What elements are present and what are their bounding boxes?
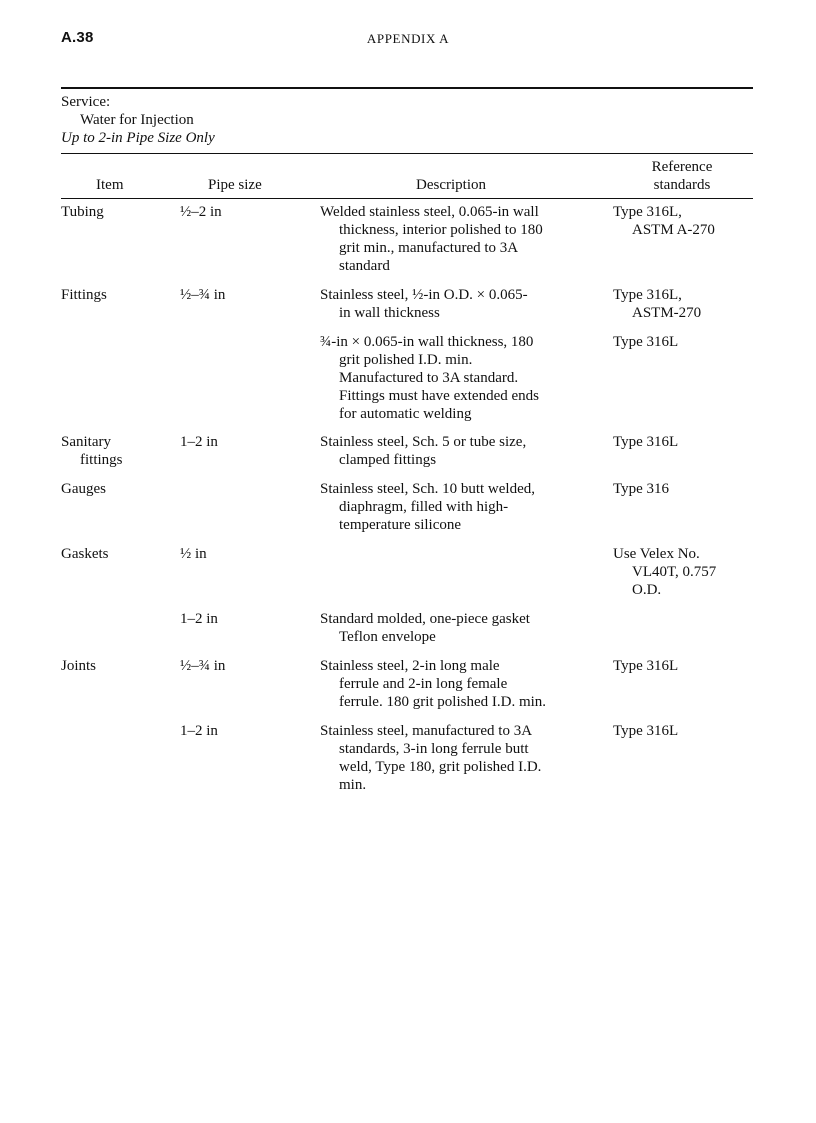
reference-cell-line: Type 316L bbox=[613, 434, 679, 450]
description-cell-line: standard bbox=[339, 258, 390, 274]
description-cell-line: Teflon envelope bbox=[339, 629, 436, 645]
service-scope: Up to 2-in Pipe Size Only bbox=[61, 130, 215, 146]
description-cell bbox=[320, 333, 539, 423]
service-name: Water for Injection bbox=[80, 112, 194, 128]
pipe-size-cell: 1–2 in bbox=[180, 611, 218, 627]
service-label: Service: bbox=[61, 94, 111, 110]
description-cell-line: grit polished I.D. min. bbox=[339, 352, 473, 368]
pipe-size-cell: ½–2 in bbox=[180, 204, 222, 220]
item-cell bbox=[61, 433, 123, 469]
column-header-pipe-size: Pipe size bbox=[208, 177, 262, 193]
column-header-reference-line1: Reference bbox=[651, 159, 713, 175]
reference-cell-line: Type 316L bbox=[613, 334, 679, 350]
description-cell-line: Stainless steel, Sch. 5 or tube size, bbox=[320, 434, 527, 450]
reference-cell-line: Use Velex No. bbox=[613, 546, 700, 562]
description-cell bbox=[320, 722, 541, 794]
reference-cell-line: Type 316L, bbox=[613, 287, 682, 303]
item-cell bbox=[61, 203, 104, 221]
description-cell-line: Manufactured to 3A standard. bbox=[339, 370, 519, 386]
pipe-size-cell: 1–2 in bbox=[180, 723, 218, 739]
description-cell-line: Stainless steel, ½-in O.D. × 0.065- bbox=[320, 287, 528, 303]
service-block bbox=[61, 93, 215, 147]
description-cell bbox=[320, 480, 535, 534]
description-cell-line: Stainless steel, 2-in long male bbox=[320, 658, 500, 674]
reference-cell bbox=[613, 433, 678, 451]
item-cell-line: Fittings bbox=[61, 287, 107, 303]
page-number: A.38 bbox=[61, 29, 94, 46]
description-cell-line: grit min., manufactured to 3A bbox=[339, 240, 519, 256]
reference-cell-line: O.D. bbox=[632, 582, 662, 598]
item-cell bbox=[61, 286, 107, 304]
reference-cell bbox=[613, 722, 678, 740]
reference-cell-line: VL40T, 0.757 bbox=[632, 564, 717, 580]
description-cell bbox=[320, 286, 528, 322]
reference-cell-line: ASTM-270 bbox=[632, 305, 702, 321]
item-cell-line: Gaskets bbox=[61, 546, 109, 562]
pipe-size-cell: ½ in bbox=[180, 546, 207, 562]
description-cell-line: Stainless steel, manufactured to 3A bbox=[320, 723, 533, 739]
pipe-size-cell: 1–2 in bbox=[180, 434, 218, 450]
top-rule bbox=[61, 87, 753, 89]
reference-cell bbox=[613, 657, 678, 675]
reference-cell bbox=[613, 480, 669, 498]
pipe-size-cell: ½–¾ in bbox=[180, 658, 226, 674]
reference-cell bbox=[613, 286, 701, 322]
table-top-rule bbox=[61, 153, 753, 154]
item-cell-line: Joints bbox=[61, 658, 97, 674]
description-cell-line: Standard molded, one-piece gasket bbox=[320, 611, 530, 627]
column-header-reference-line2: standards bbox=[653, 177, 711, 193]
description-cell-line: temperature silicone bbox=[339, 517, 462, 533]
description-cell-line: diaphragm, filled with high- bbox=[339, 499, 509, 515]
description-cell-line: Fittings must have extended ends bbox=[339, 388, 539, 404]
item-cell-line: Tubing bbox=[61, 204, 104, 220]
description-cell-line: for automatic welding bbox=[339, 406, 472, 422]
description-cell-line: in wall thickness bbox=[339, 305, 440, 321]
reference-cell bbox=[613, 333, 678, 351]
column-header-item: Item bbox=[96, 177, 124, 193]
reference-cell-line: Type 316L bbox=[613, 658, 679, 674]
column-header-description: Description bbox=[416, 177, 486, 193]
item-cell-line: Gauges bbox=[61, 481, 106, 497]
header-bottom-rule bbox=[61, 198, 753, 199]
description-cell bbox=[320, 657, 546, 711]
item-cell-line: Sanitary bbox=[61, 434, 111, 450]
item-cell bbox=[61, 480, 106, 498]
item-cell bbox=[61, 657, 96, 675]
reference-cell bbox=[613, 545, 716, 599]
description-cell-line: min. bbox=[339, 777, 367, 793]
pipe-size-cell: ½–¾ in bbox=[180, 287, 226, 303]
description-cell-line: standards, 3-in long ferrule butt bbox=[339, 741, 529, 757]
reference-cell-line: Type 316L bbox=[613, 723, 679, 739]
item-cell bbox=[61, 545, 109, 563]
reference-cell bbox=[613, 203, 715, 239]
description-cell-line: ferrule. 180 grit polished I.D. min. bbox=[339, 694, 547, 710]
running-head: APPENDIX A bbox=[366, 31, 450, 46]
description-cell bbox=[320, 433, 526, 469]
reference-cell-line: Type 316L, bbox=[613, 204, 682, 220]
description-cell-line: ¾-in × 0.065-in wall thickness, 180 bbox=[320, 334, 534, 350]
item-cell-line: fittings bbox=[80, 452, 123, 468]
description-cell-line: weld, Type 180, grit polished I.D. bbox=[339, 759, 542, 775]
reference-cell-line: ASTM A-270 bbox=[632, 222, 715, 238]
reference-cell-line: Type 316 bbox=[613, 481, 670, 497]
column-header-reference-standards bbox=[630, 158, 734, 194]
description-cell-line: Welded stainless steel, 0.065-in wall bbox=[320, 204, 539, 220]
description-cell bbox=[320, 203, 543, 275]
description-cell bbox=[320, 610, 530, 646]
description-cell-line: Stainless steel, Sch. 10 butt welded, bbox=[320, 481, 535, 497]
description-cell-line: ferrule and 2-in long female bbox=[339, 676, 508, 692]
description-cell-line: clamped fittings bbox=[339, 452, 437, 468]
description-cell-line: thickness, interior polished to 180 bbox=[339, 222, 543, 238]
